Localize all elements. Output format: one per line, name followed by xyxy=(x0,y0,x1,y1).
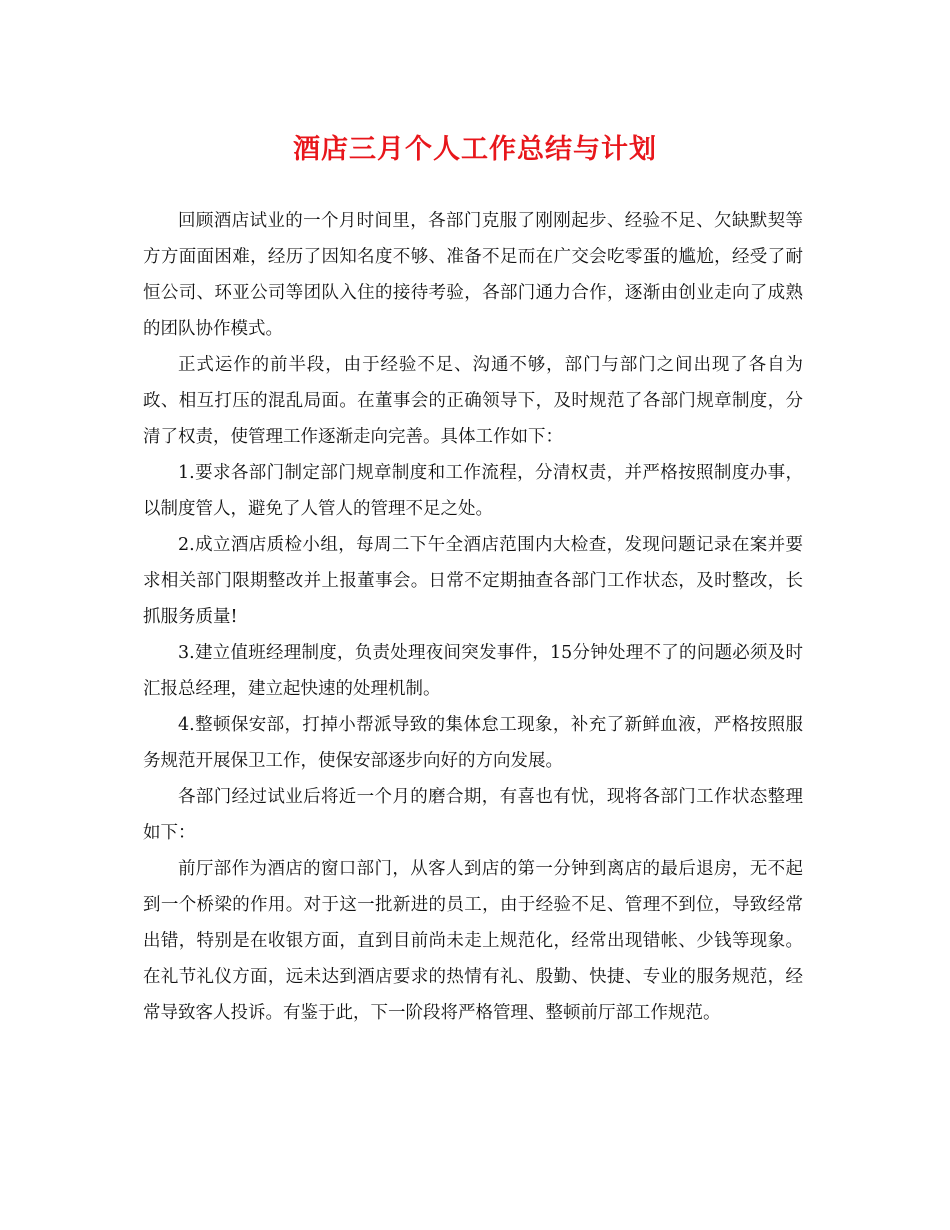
paragraph-front-office: 前厅部作为酒店的窗口部门，从客人到店的第一分钟到离店的最后退房，无不起到一个桥梁的作用。对于这一批新进的员工，由于经验不足、管理不到位，导致经常出错，特别是在收银方面，直到目前尚未走上规范化，经常出现错帐、少钱等现象。在礼节礼仪方面，远未达到酒店要求的热情有礼、殷勤、快捷、专业的服务规范，经常导致客人投诉。有鉴于此，下一阶段将严格管理、整顿前厅部工作规范。 xyxy=(143,859,803,1023)
paragraph-item-3: 3.建立值班经理制度，负责处理夜间突发事件，15分钟处理不了的问题必须及时汇报总经理，建立起快速的处理机制。 xyxy=(143,643,803,699)
paragraph-item-1: 1.要求各部门制定部门规章制度和工作流程，分清权责，并严格按照制度办事，以制度管人，避免了人管人的管理不足之处。 xyxy=(143,463,803,519)
paragraph-intro: 回顾酒店试业的一个月时间里，各部门克服了刚刚起步、经验不足、欠缺默契等方方面面困难，经历了因知名度不够、准备不足而在广交会吃零蛋的尴尬，经受了耐恒公司、环亚公司等团队入住的接待考验，各部门通力合作，逐渐由创业走向了成熟的团队协作模式。 xyxy=(143,211,803,339)
paragraph-item-2: 2.成立酒店质检小组，每周二下午全酒店范围内大检查，发现问题记录在案并要求相关部门限期整改并上报董事会。日常不定期抽查各部门工作状态，及时整改，长抓服务质量! xyxy=(143,535,803,627)
paragraph-first-half: 正式运作的前半段，由于经验不足、沟通不够，部门与部门之间出现了各自为政、相互打压的混乱局面。在董事会的正确领导下，及时规范了各部门规章制度，分清了权责，使管理工作逐渐走向完善。具体工作如下： xyxy=(143,355,803,447)
document-body xyxy=(143,203,803,1031)
paragraph-item-4: 4.整顿保安部，打掉小帮派导致的集体怠工现象，补充了新鲜血液，严格按照服务规范开展保卫工作，使保安部逐步向好的方向发展。 xyxy=(143,715,803,771)
paragraph-department-status: 各部门经过试业后将近一个月的磨合期，有喜也有忧，现将各部门工作状态整理如下： xyxy=(143,787,803,843)
document-title: 酒店三月个人工作总结与计划 xyxy=(293,134,657,165)
